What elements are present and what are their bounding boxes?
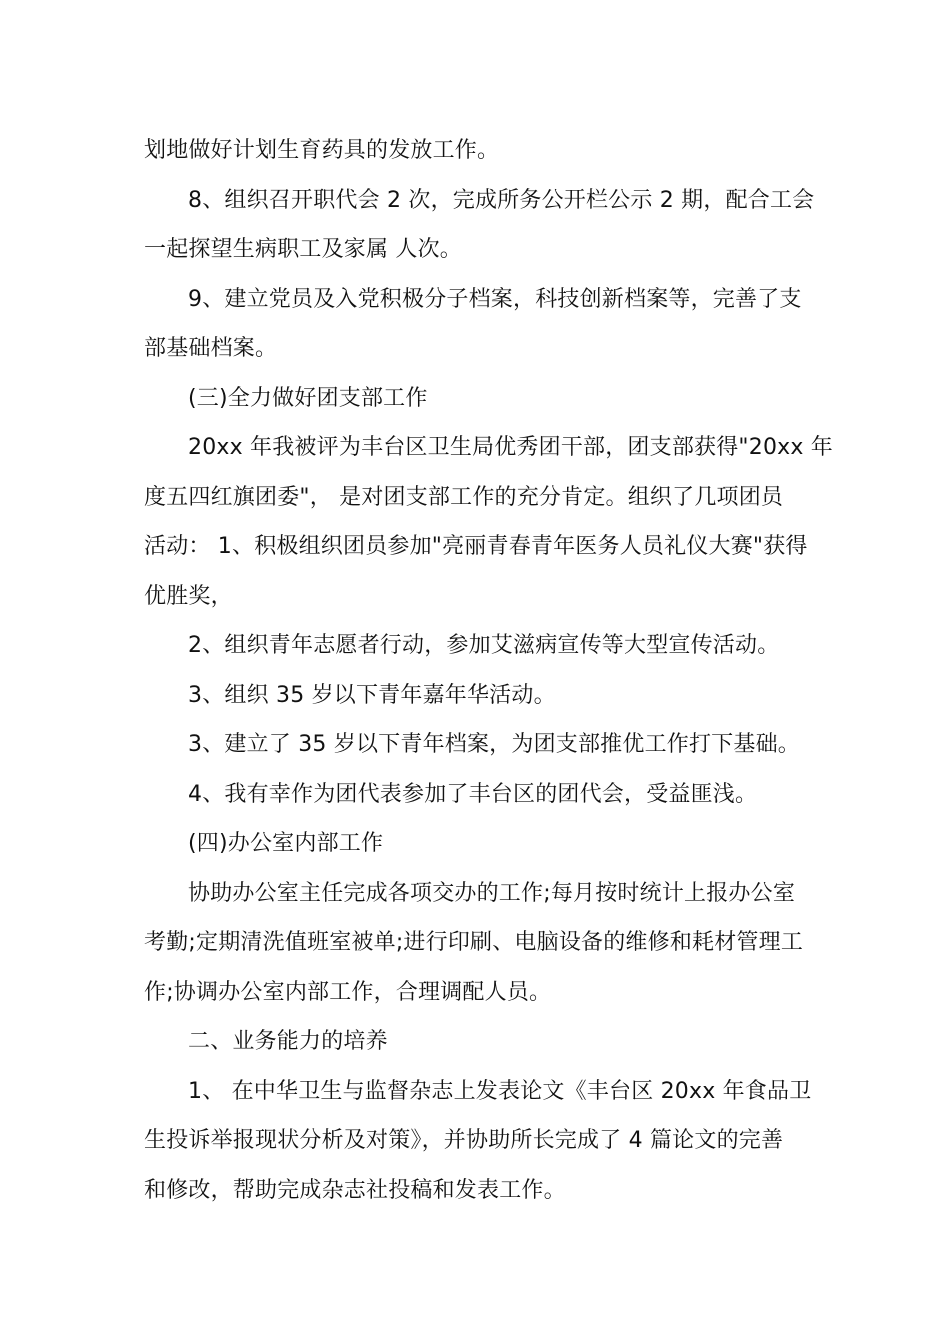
text-line: 20xx 年我被评为丰台区卫生局优秀团干部，团支部获得"20xx 年 [188,435,833,460]
paragraph-5 [144,423,833,621]
text-line: 1、 在中华卫生与监督杂志上发表论文《丰台区 20xx 年食品卫 [188,1078,812,1104]
text-line: 9、建立党员及入党积极分子档案，科技创新档案等，完善了支 [188,286,802,312]
text-line: 协助办公室主任完成各项交办的工作;每月按时统计上报办公室 [188,880,796,906]
text-line: (三)全力做好团支部工作 [188,385,428,411]
text-line: 4、我有幸作为团代表参加了丰台区的团代会，受益匪浅。 [188,781,758,807]
paragraph-7 [144,671,808,721]
text-line: 二、业务能力的培养 [188,1029,388,1054]
paragraph-11 [144,869,808,1018]
text-line: 一起探望生病职工及家属 人次。 [144,237,462,262]
text-line: 划地做好计划生育药具的发放工作。 [144,138,500,163]
section-heading-2 [144,1017,808,1067]
paragraph-3 [144,275,808,374]
text-line: 度五四红旗团委"， 是对团支部工作的充分肯定。组织了几项团员 [144,484,784,510]
text-line: 活动： 1、积极组织团员参加"亮丽青春青年医务人员礼仪大赛"获得 [144,534,808,559]
text-line: (四)办公室内部工作 [188,831,384,856]
paragraph-13 [144,1067,812,1216]
text-line: 3、建立了 35 岁以下青年档案，为团支部推优工作打下基础。 [188,732,800,757]
text-line: 2、组织青年志愿者行动，参加艾滋病宣传等大型宣传活动。 [188,633,780,658]
paragraph-9 [144,770,808,820]
paragraph-6 [144,621,808,671]
paragraph-1 [144,126,808,176]
text-line: 部基础档案。 [144,336,278,361]
text-line: 8、组织召开职代会 2 次，完成所务公开栏公示 2 期，配合工会 [188,187,815,213]
text-line: 优胜奖， [144,583,233,609]
text-line: 作;协调办公室内部工作，合理调配人员。 [144,979,552,1005]
document-body [144,126,833,1215]
paragraph-8 [144,720,808,770]
section-heading-3 [144,374,808,424]
paragraph-2 [144,176,815,275]
section-heading-4 [144,819,808,869]
text-line: 考勤;定期清洗值班室被单;进行印刷、电脑设备的维修和耗材管理工 [144,930,804,955]
text-line: 和修改，帮助完成杂志社投稿和发表工作。 [144,1177,566,1203]
text-line: 3、组织 35 岁以下青年嘉年华活动。 [188,682,556,708]
text-line: 生投诉举报现状分析及对策》，并协助所长完成了 4 篇论文的完善 [144,1128,784,1153]
